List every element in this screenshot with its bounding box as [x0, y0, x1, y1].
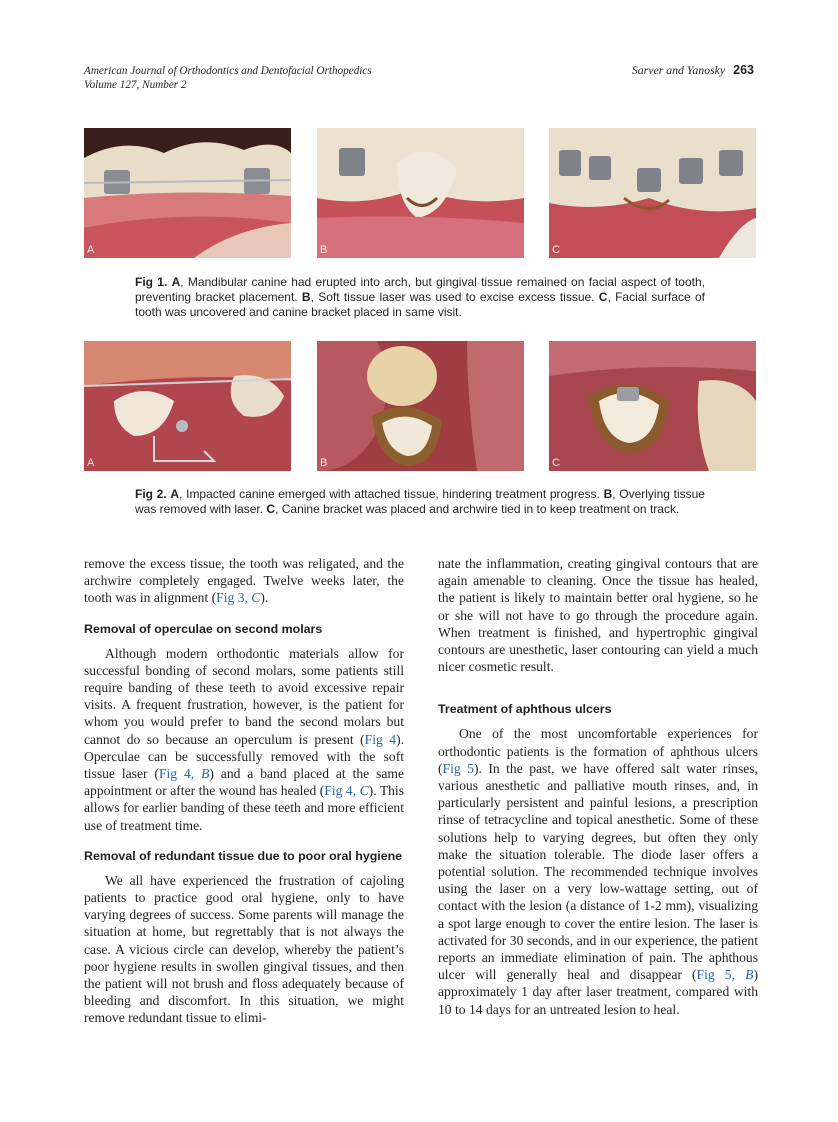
text-run: ). This allows for earlier banding of these teeth and more efficient use of treatment time.	[84, 783, 405, 833]
section-heading: Removal of operculae on second molars	[84, 621, 323, 636]
paragraph	[84, 555, 404, 607]
fig1-part-c: C	[598, 290, 608, 304]
fig2-part-b: B	[603, 487, 613, 501]
ref-letter: C	[251, 590, 261, 606]
panel-label-a: A	[87, 457, 95, 469]
fig2-photo-a	[84, 341, 291, 471]
teeth-photo-image	[549, 128, 756, 258]
fig1-photo-c	[549, 128, 756, 258]
journal-title: American Journal of Orthodontics and Dentofacial Orthopedics	[84, 65, 372, 77]
figure-reference-link[interactable]: Fig 5	[442, 760, 474, 776]
right-column	[438, 555, 758, 1018]
fig2-text-a: , Impacted canine emerged with attached tissue, hindering treatment progress.	[179, 487, 604, 501]
text-run: Although modern orthodontic materials allow for successful bonding of second molars, some patients still require banding of these teeth to avoid excessive repair visits. A frequent frustration, however, is the patient for whom you would prefer to band the second molars but cannot do so because an operculum is present (	[84, 645, 404, 747]
journal-header	[84, 64, 372, 92]
teeth-photo-image	[549, 341, 756, 471]
teeth-photo-image	[84, 341, 291, 471]
fig1-part-b: B	[301, 290, 311, 304]
page-header-right	[632, 63, 754, 78]
text-run: ). Operculae can be successfully removed with the soft tissue laser (	[84, 731, 404, 782]
fig2-text-b: , Overlying tissue was removed with laser.	[135, 487, 705, 516]
text-run: ) and a band placed at the same appointment or after the wound has healed (	[84, 766, 405, 799]
ref-text: Fig 5	[696, 967, 732, 983]
fig1-text-b: , Soft tissue laser was used to excise excess tissue.	[310, 290, 599, 304]
paragraph: nate the inflammation, creating gingival contours that are again amenable to cleaning. Once the tissue has healed, the patient is likely to maintain better oral hygiene, so he or she will not have to go through the procedure again. When treatment is finished, and hypertrophic gingival contours are unesthetic, laser contouring can yield a much nicer cosmetic result.	[438, 556, 758, 675]
ref-text: Fig 4	[158, 766, 191, 782]
paragraph: We all have experienced the frustration of cajoling patients to practice good oral hygiene, only to have varying degrees of success. Some parents will manage the situation at home, but regrettably that is not always the case. A vicious circle can develop, whereby the patient’s poor hygiene results in swollen gingival tissues, and then the patient will not brush and floss adequately because of bleeding and discomfort. In this situation, we might remove redundant tissue to elimi-	[84, 872, 404, 1026]
fig2-photo-b	[317, 341, 524, 471]
fig2-part-a: A	[170, 487, 180, 501]
fig1-label: Fig 1.	[135, 275, 168, 289]
panel-label-b: B	[320, 457, 328, 469]
text-run: ). In the past, we have offered salt water rinses, various anesthetic and palliative mouth rinses, and, in particularly persistent and painful lesions, a prescription rinse of tetracycline and topical anesthetic. Some of these solutions help to varying degrees, but often they only make the situation tolerable. The diode laser offers a potential solution. The recommended technique involves using the laser on a very low-wattage setting, out of contact with the lesion (a distance of 1-2 mm), visualizing a spot large enough to cover the entire lesion. The laser is activated for 30 seconds, and in our experience, the patient reports an immediate elimination of pain. The aphthous ulcer will generally heal and disappear (	[438, 760, 758, 983]
ref-letter: B	[201, 766, 210, 782]
text-run: ).	[260, 590, 269, 606]
fig1-text-c: , Facial surface of tooth was uncovered and canine bracket placed in same visit.	[135, 290, 705, 319]
section-heading: Removal of redundant tissue due to poor oral hygiene	[84, 848, 403, 863]
figure-reference-link[interactable]: Fig 4, C	[324, 783, 369, 799]
teeth-photo-image	[84, 128, 291, 258]
ref-letter: B	[745, 967, 754, 983]
panel-label-b: B	[320, 244, 328, 256]
page-number: 263	[733, 63, 754, 77]
paragraph	[84, 645, 404, 834]
fig1-photo-a	[84, 128, 291, 258]
figure-reference-link[interactable]: Fig 5, B	[696, 967, 754, 983]
figure-reference-link[interactable]: Fig 4	[364, 731, 397, 747]
running-authors: Sarver and Yanosky	[631, 63, 726, 77]
left-column	[84, 555, 404, 1027]
fig2-label: Fig 2.	[135, 487, 167, 501]
teeth-photo-image	[317, 341, 524, 471]
panel-label-a: A	[87, 244, 95, 256]
fig2-text-c: , Canine bracket was placed and archwire tied in to keep treatment on track.	[275, 502, 680, 516]
paragraph	[438, 725, 758, 1017]
text-run: remove the excess tissue, the tooth was religated, and the archwire completely engaged. Twelve weeks later, the tooth was in alignment (	[84, 556, 404, 606]
fig1-text-a: , Mandibular canine had erupted into arch, but gingival tissue remained on facial aspect of tooth, preventing bracket placement.	[135, 275, 705, 304]
figure-reference-link[interactable]: Fig 4, B	[158, 766, 210, 782]
panel-label-c: C	[552, 244, 560, 256]
fig2-caption	[135, 487, 705, 517]
figure-reference-link[interactable]: Fig 3, C	[216, 590, 261, 606]
fig1-part-a: A	[171, 275, 181, 289]
journal-volume: Volume 127, Number 2	[84, 79, 187, 91]
fig1-photo-b	[317, 128, 524, 258]
ref-letter: C	[359, 783, 369, 799]
fig1-caption	[135, 275, 705, 320]
text-run: One of the most uncomfortable experiences for orthodontic patients is the formation of aphthous ulcers (	[438, 726, 758, 776]
section-heading: Treatment of aphthous ulcers	[438, 702, 612, 717]
ref-text: Fig 3	[216, 590, 245, 606]
fig2-photo-c	[549, 341, 756, 471]
fig2-part-c: C	[266, 502, 276, 516]
ref-text: Fig 4	[324, 783, 353, 799]
panel-label-c: C	[552, 457, 560, 469]
text-run: ) approximately 1 day after laser treatment, compared with 10 to 14 days for an untreated lesion to heal.	[438, 967, 758, 1017]
teeth-photo-image	[317, 128, 524, 258]
